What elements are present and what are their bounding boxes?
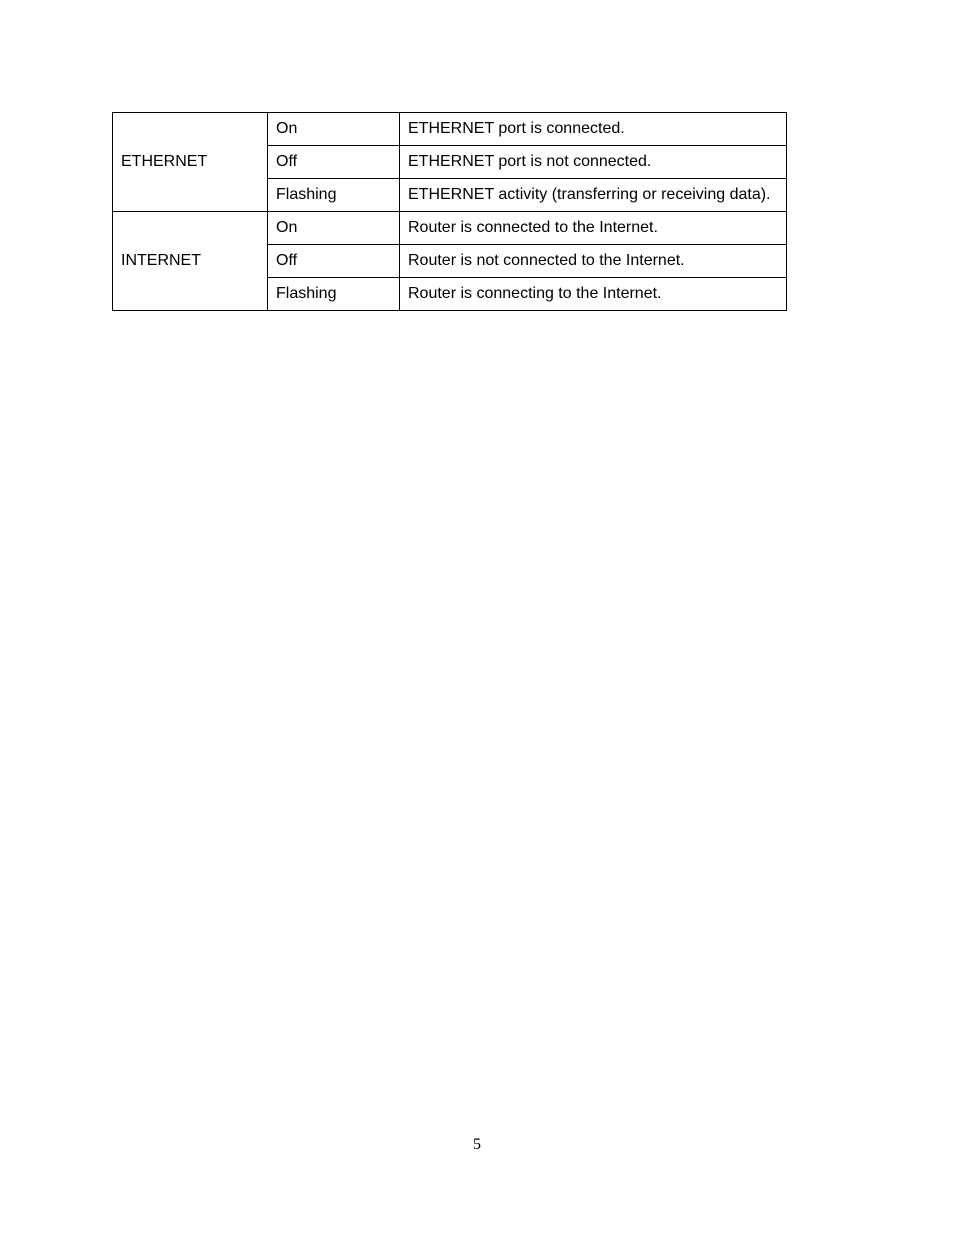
- led-state: Off: [268, 146, 400, 179]
- led-description: ETHERNET activity (transferring or receiving data).: [400, 179, 787, 212]
- led-description: Router is connected to the Internet.: [400, 212, 787, 245]
- led-state: Flashing: [268, 278, 400, 311]
- led-name-ethernet: ETHERNET: [113, 113, 268, 212]
- led-state: Off: [268, 245, 400, 278]
- page-number: 5: [473, 1136, 481, 1153]
- led-description: ETHERNET port is not connected.: [400, 146, 787, 179]
- table-row: [113, 113, 787, 146]
- led-name-internet: INTERNET: [113, 212, 268, 311]
- led-description: Router is connecting to the Internet.: [400, 278, 787, 311]
- led-state: On: [268, 113, 400, 146]
- led-status-table: [112, 112, 787, 311]
- led-state: Flashing: [268, 179, 400, 212]
- table-row: [113, 212, 787, 245]
- led-state: On: [268, 212, 400, 245]
- led-description: Router is not connected to the Internet.: [400, 245, 787, 278]
- led-description: ETHERNET port is connected.: [400, 113, 787, 146]
